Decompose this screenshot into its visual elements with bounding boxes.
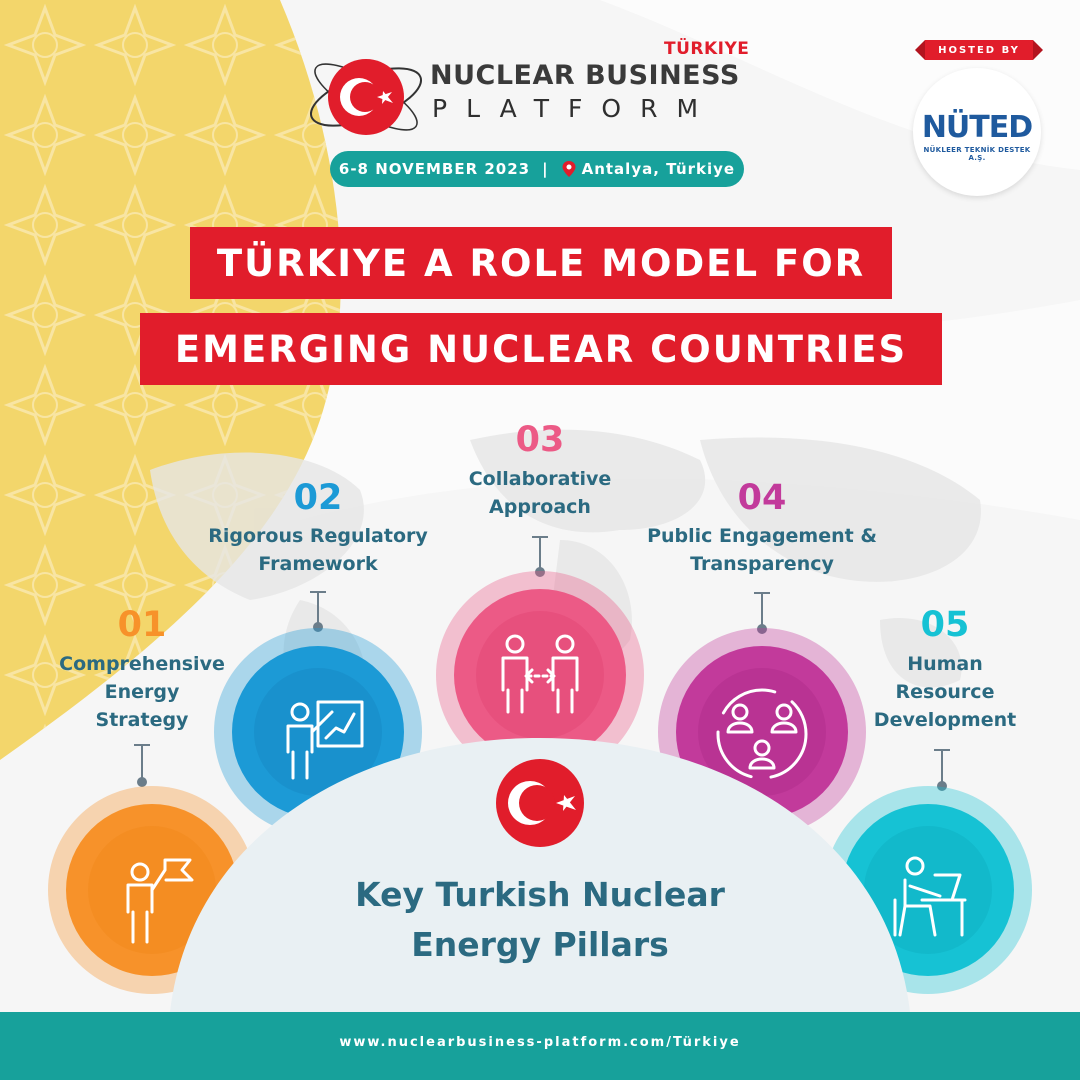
logo-title-line1: NUCLEAR BUSINESS [430,60,740,91]
event-date-pill [330,151,744,187]
logo-country-label: TÜRKIYE [664,39,750,59]
footer-url-link[interactable]: www.nuclearbusiness-platform.com/Türkiye [339,1035,741,1050]
pillar-label-5-line2: Resource [895,681,995,703]
pillar-label-1-line2: Energy [104,681,180,703]
date-separator: | [542,160,549,178]
pillar-number-4: 04 [737,478,787,518]
pillar-number-1: 01 [117,605,167,645]
pillar-number-2: 02 [293,478,343,518]
pillar-label-1 [42,650,242,734]
pillar-number-3: 03 [515,420,565,460]
logo-title-line2: PLATFORM [432,94,718,123]
pillar-label-5 [845,650,1045,734]
event-location: Antalya, Türkiye [581,160,736,178]
center-title-line1: Key Turkish Nuclear [355,875,725,914]
pillar-label-1-line3: Strategy [95,709,189,731]
pillar-label-4 [630,522,894,578]
pillar-label-5-line1: Human [907,653,983,675]
center-title [340,870,740,970]
pillar-label-4-line1: Public Engagement & [647,525,877,547]
location-pin-icon [561,160,577,178]
pillar-label-1-line1: Comprehensive [59,653,225,675]
pillar-label-3 [420,465,660,521]
pillar-number-5: 05 [920,605,970,645]
event-date: 6-8 NOVEMBER 2023 [338,160,531,178]
pillar-label-4-line2: Transparency [690,553,834,575]
headline-line2: EMERGING NUCLEAR COUNTRIES [140,313,942,385]
hosted-by-ribbon: HOSTED BY [925,40,1033,60]
pillar-label-2 [188,522,448,578]
pillar-label-5-line3: Development [873,709,1017,731]
pillar-label-2-line2: Framework [258,553,378,575]
host-logo-text: NÜTED [921,110,1033,145]
pillar-label-2-line1: Rigorous Regulatory [208,525,428,547]
center-title-line2: Energy Pillars [411,925,669,964]
headline-line1: TÜRKIYE A ROLE MODEL FOR [190,227,892,299]
turkish-flag-icon [496,759,584,847]
pillar-label-3-line1: Collaborative [468,468,612,490]
pillar-label-3-line2: Approach [489,496,591,518]
host-logo-subtitle: NÜKLEER TEKNİK DESTEK A.Ş. [923,146,1031,162]
